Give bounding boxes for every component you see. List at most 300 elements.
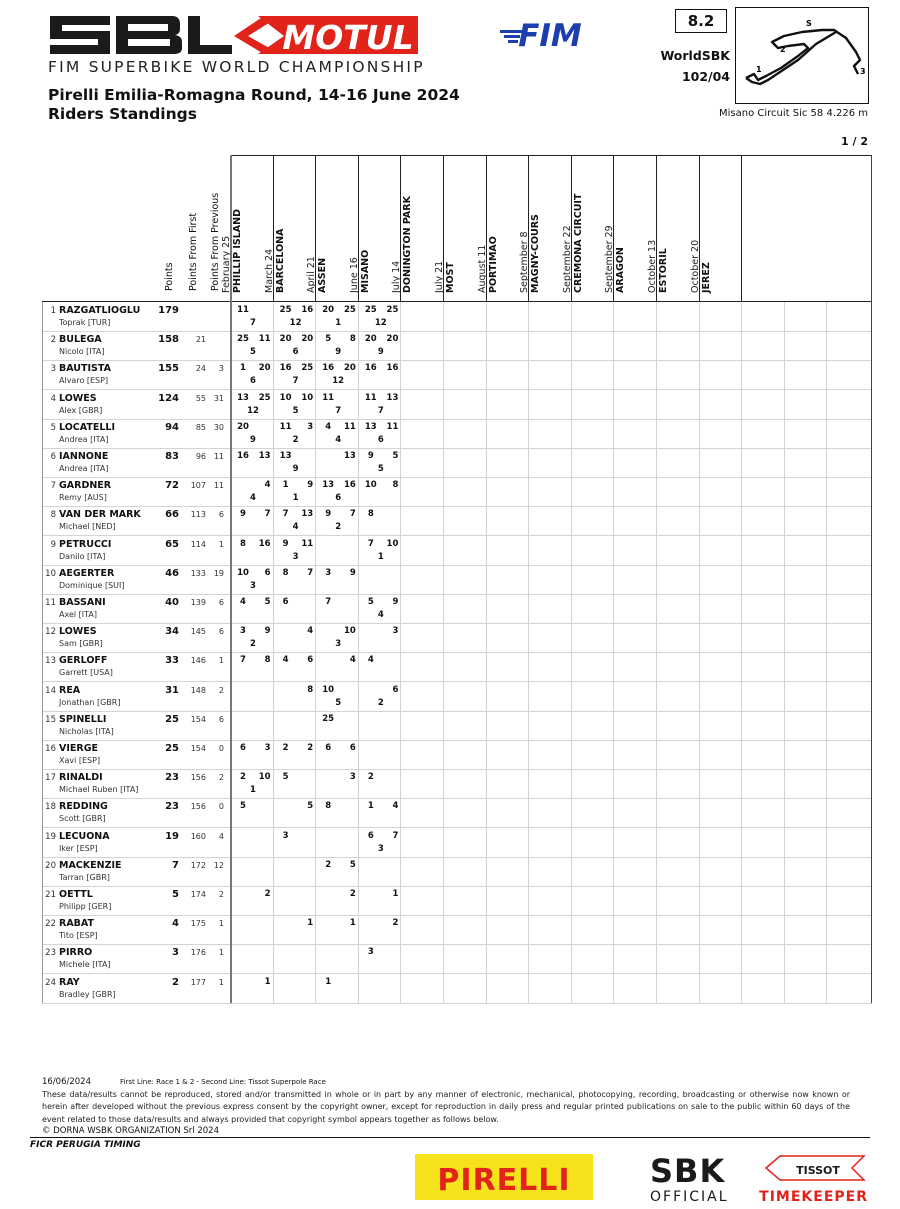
round-result-cell [443, 857, 487, 886]
race1-points: 8 [240, 538, 246, 549]
round-result-cell [315, 740, 359, 769]
round-result-cell [656, 798, 700, 827]
rider-points: 66 [165, 509, 179, 521]
race1-points: 2 [367, 772, 374, 783]
race1-points: 11 [322, 392, 335, 403]
rider-position: 4 [50, 393, 56, 404]
empty-cell [826, 331, 870, 360]
round-result-cell [230, 506, 274, 535]
round-result-cell [699, 857, 743, 886]
points-from-first: 175 [190, 919, 206, 929]
round-result-cell [443, 886, 487, 915]
tissot-wordmark: TISSOT [796, 1164, 840, 1177]
points-from-first: 177 [190, 977, 206, 987]
empty-cell [826, 974, 870, 1003]
round-result-cell [528, 419, 572, 448]
round-result-cell [656, 711, 700, 740]
round-result-cell [528, 944, 572, 973]
round-result-cell [613, 711, 657, 740]
rider-surname: LECUONA [59, 830, 110, 842]
empty-cell [741, 390, 785, 419]
round-name: PHILLIP ISLAND [232, 209, 243, 293]
rider-points: 5 [172, 889, 179, 900]
superpole-points: 3 [377, 843, 384, 854]
round-result-cell [528, 886, 572, 915]
rider-surname: VIERGE [59, 743, 98, 754]
empty-cell [784, 798, 828, 827]
rider-name-nation: Tarran [GBR] [59, 872, 110, 882]
svg-text:MOTUL: MOTUL [282, 18, 414, 57]
round-result-cell [443, 623, 487, 652]
round-result-cell [486, 740, 530, 769]
rider-surname: OETTL [59, 889, 93, 900]
round-result-cell [230, 682, 274, 711]
rider-position: 11 [45, 598, 56, 608]
round-result-cell [571, 798, 615, 827]
empty-cell [784, 331, 828, 360]
round-date: July 21 [434, 260, 445, 293]
round-name: ESTORIL [658, 248, 669, 293]
rider-surname: REDDING [59, 801, 108, 813]
round-result-cell [273, 828, 317, 857]
round-result-cell [528, 390, 572, 419]
empty-cell [741, 974, 785, 1003]
race1-points: 3 [325, 567, 332, 578]
round-result-cell [571, 477, 615, 506]
round-result-cell [571, 828, 615, 857]
round-result-cell [699, 798, 743, 827]
round-result-cell [613, 506, 657, 535]
empty-cell [826, 828, 870, 857]
round-result-cell [528, 536, 572, 565]
race1-points: 16 [279, 363, 292, 374]
round-result-cell [656, 302, 700, 331]
round-result-cell [528, 594, 572, 623]
round-result-cell [400, 390, 444, 419]
empty-cell [741, 536, 785, 565]
rider-points: 40 [165, 597, 179, 608]
round-result-cell [699, 711, 743, 740]
rider-name-nation: Toprak [TUR] [59, 318, 111, 327]
rider-points: 19 [165, 830, 179, 842]
round-result-cell [315, 594, 359, 623]
circuit-outline [746, 30, 860, 84]
round-result-cell [613, 915, 657, 944]
round-header-label [562, 194, 584, 293]
round-result-cell [315, 857, 359, 886]
round-result-cell [571, 390, 615, 419]
race2-points: 8 [392, 480, 399, 491]
rider-position: 5 [50, 422, 56, 433]
race2-points: 4 [307, 626, 314, 637]
empty-cell [826, 769, 870, 798]
rider-surname: BASSANI [59, 597, 106, 608]
round-date: August 11 [476, 244, 488, 293]
race1-points: 20 [364, 334, 377, 345]
race1-points: 11 [364, 392, 377, 403]
round-result-cell [443, 419, 487, 448]
round-result-cell [443, 798, 487, 827]
round-result-cell [613, 360, 657, 389]
empty-cell [784, 740, 828, 769]
round-result-cell [699, 419, 743, 448]
rider-position: 9 [50, 539, 56, 550]
rider-surname: RABAT [59, 918, 95, 930]
round-header-label [647, 240, 669, 293]
round-result-cell [656, 682, 700, 711]
round-name: BARCELONA [274, 228, 286, 293]
superpole-points: 12 [332, 376, 345, 387]
round-result-cell [528, 974, 572, 1003]
points-from-first: 145 [190, 627, 206, 637]
rider-points: 25 [165, 713, 179, 725]
round-name: ASSEN [317, 257, 329, 293]
round-result-cell [699, 915, 743, 944]
empty-cell [826, 360, 870, 389]
table-row [42, 565, 872, 595]
rider-points: 34 [165, 626, 179, 638]
round-result-cell [358, 886, 402, 915]
round-result-cell [358, 302, 402, 331]
round-result-cell [571, 331, 615, 360]
points-from-previous: 6 [218, 510, 224, 520]
col-header-from-previous-label: Points From Previous [210, 192, 221, 291]
round-result-cell [400, 886, 444, 915]
round-result-cell [443, 360, 487, 389]
race1-points: 1 [325, 976, 332, 987]
round-header-label [306, 256, 328, 293]
round-result-cell [315, 360, 359, 389]
round-result-cell [571, 360, 615, 389]
round-result-cell [486, 711, 530, 740]
rounds-separator [230, 155, 232, 1003]
round-result-cell [358, 623, 402, 652]
rider-points: 31 [165, 684, 179, 696]
rider-name-nation: Bradley [GBR] [59, 989, 116, 999]
race1-points: 3 [282, 830, 289, 841]
empty-cell [741, 740, 785, 769]
empty-cell [826, 419, 870, 448]
round-result-cell [358, 740, 402, 769]
empty-cell [741, 886, 785, 915]
rider-position: 1 [50, 306, 56, 316]
round-result-cell [571, 769, 615, 798]
round-result-cell [613, 886, 657, 915]
table-row [42, 302, 872, 332]
round-date: March 24 [263, 248, 275, 293]
round-result-cell [273, 682, 317, 711]
rider-points: 72 [165, 480, 179, 492]
round-result-cell [699, 594, 743, 623]
sbk-tissot-timekeeper-logo [648, 1152, 870, 1204]
round-result-cell [358, 652, 402, 681]
round-result-cell [486, 419, 530, 448]
rider-name-nation: Scott [GBR] [59, 814, 106, 824]
rider-position: 10 [45, 568, 56, 579]
points-from-previous: 6 [218, 627, 224, 637]
race2-points: 5 [392, 451, 399, 461]
round-result-cell [358, 390, 402, 419]
empty-cell [784, 506, 828, 535]
empty-cell [826, 857, 870, 886]
footer-date: 16/06/2024 [42, 1077, 91, 1087]
race1-points: 10 [364, 480, 377, 491]
round-result-cell [571, 506, 615, 535]
race2-points: 2 [349, 889, 356, 899]
rider-position: 17 [45, 773, 56, 784]
round-result-cell [400, 857, 444, 886]
round-result-cell [400, 828, 444, 857]
race2-points: 5 [307, 801, 314, 812]
rider-name-nation: Nicholas [ITA] [59, 726, 114, 736]
empty-cell [741, 798, 785, 827]
race1-points: 9 [282, 538, 289, 549]
points-from-first: 85 [195, 422, 206, 432]
race2-points: 9 [264, 626, 271, 637]
empty-cell [784, 944, 828, 973]
race2-points: 25 [258, 392, 271, 403]
superpole-points: 6 [335, 493, 342, 504]
round-result-cell [230, 944, 274, 973]
superpole-points: 12 [374, 318, 387, 328]
table-row [42, 682, 872, 712]
round-result-cell [315, 302, 359, 331]
round-result-cell [230, 828, 274, 857]
round-result-cell [400, 740, 444, 769]
rider-position: 19 [45, 831, 56, 842]
round-result-cell [315, 477, 359, 506]
round-result-cell [699, 565, 743, 594]
empty-cell [784, 594, 828, 623]
round-date: June 16 [348, 257, 360, 293]
round-result-cell [486, 331, 530, 360]
round-result-cell [273, 769, 317, 798]
round-result-cell [699, 448, 743, 477]
race2-points: 3 [392, 626, 399, 637]
round-header-label [264, 229, 286, 293]
rider-surname: VAN DER MARK [59, 509, 141, 521]
superpole-points: 12 [247, 405, 259, 416]
table-row [42, 623, 872, 653]
footer-copyright: © DORNA WSBK ORGANIZATION Srl 2024 [42, 1126, 220, 1136]
empty-cell [826, 682, 870, 711]
points-from-previous: 1 [218, 656, 224, 666]
race1-points: 5 [325, 334, 332, 345]
rider-surname: LOWES [59, 626, 97, 638]
points-from-previous: 3 [218, 364, 224, 374]
points-from-first: 146 [190, 656, 206, 666]
sbk-wordmark: SBK [650, 1152, 726, 1190]
footer-rule [30, 1137, 870, 1138]
round-result-cell [571, 565, 615, 594]
round-result-cell [443, 477, 487, 506]
round-result-cell [443, 740, 487, 769]
superpole-points: 6 [250, 376, 256, 387]
event-title: Pirelli Emilia-Romagna Round, 14-16 June 2024 [48, 86, 460, 104]
round-result-cell [315, 506, 359, 535]
race1-points: 20 [322, 305, 335, 315]
table-row [42, 506, 872, 536]
round-result-cell [656, 886, 700, 915]
race1-points: 9 [367, 451, 374, 461]
table-row [42, 711, 872, 741]
round-result-cell [358, 565, 402, 594]
page-number: 1 / 2 [841, 135, 868, 148]
round-result-cell [699, 477, 743, 506]
round-result-cell [358, 448, 402, 477]
track-marker-1: 1 [756, 65, 762, 74]
col-header-points [160, 155, 182, 301]
round-result-cell [315, 711, 359, 740]
round-result-cell [400, 711, 444, 740]
round-result-cell [528, 477, 572, 506]
table-row [42, 390, 872, 420]
col-header-from-first-label: Points From First [188, 212, 199, 291]
race1-points: 7 [325, 597, 332, 607]
round-result-cell [656, 769, 700, 798]
points-from-previous: 2 [218, 890, 224, 899]
points-from-first: 154 [190, 714, 206, 724]
round-result-cell [486, 682, 530, 711]
points-from-first: 172 [190, 860, 206, 870]
empty-cell [826, 390, 870, 419]
round-result-cell [273, 419, 317, 448]
table-row [42, 857, 872, 887]
timekeeper-label: TIMEKEEPER [759, 1189, 868, 1204]
rider-position: 3 [50, 364, 56, 375]
sbk-motul-logo [48, 12, 418, 58]
points-from-first: 139 [190, 598, 206, 607]
race1-points: 10 [237, 567, 249, 578]
race1-points: 20 [237, 421, 249, 432]
round-result-cell [486, 448, 530, 477]
points-from-previous: 0 [218, 744, 224, 753]
round-result-cell [528, 798, 572, 827]
round-result-cell [656, 857, 700, 886]
race1-points: 4 [240, 597, 246, 607]
superpole-points: 6 [377, 434, 384, 445]
round-result-cell [613, 477, 657, 506]
table-row [42, 594, 872, 624]
rider-points: 155 [158, 363, 179, 375]
round-result-cell [613, 944, 657, 973]
rider-name-nation: Remy [AUS] [59, 493, 107, 503]
table-row [42, 886, 872, 916]
empty-cell [741, 331, 785, 360]
round-result-cell [273, 448, 317, 477]
superpole-points: 2 [292, 434, 299, 445]
superpole-points: 3 [335, 639, 342, 650]
race1-points: 6 [367, 830, 374, 841]
round-result-cell [613, 623, 657, 652]
rider-position: 16 [45, 744, 56, 754]
rider-points: 2 [172, 976, 179, 988]
race1-points: 1 [367, 801, 374, 812]
round-result-cell [571, 536, 615, 565]
round-result-cell [443, 974, 487, 1003]
points-from-previous: 6 [218, 598, 224, 607]
round-result-cell [273, 536, 317, 565]
points-from-previous: 1 [218, 919, 224, 929]
round-header-label [349, 250, 371, 293]
round-result-cell [400, 331, 444, 360]
empty-cell [826, 652, 870, 681]
pirelli-wordmark: PIRELLI [437, 1163, 571, 1198]
round-result-cell [613, 974, 657, 1003]
points-from-previous: 1 [218, 977, 224, 987]
round-result-cell [273, 857, 317, 886]
round-result-cell [571, 419, 615, 448]
rider-points: 65 [165, 538, 179, 550]
race2-points: 10 [386, 538, 399, 549]
round-result-cell [699, 682, 743, 711]
round-result-cell [400, 536, 444, 565]
pirelli-logo [415, 1154, 593, 1200]
round-result-cell [699, 828, 743, 857]
race2-points: 25 [343, 305, 356, 315]
race2-points: 2 [392, 918, 399, 929]
round-result-cell [230, 857, 274, 886]
superpole-points: 6 [292, 347, 299, 358]
empty-cell [826, 594, 870, 623]
round-result-cell [443, 828, 487, 857]
superpole-points: 5 [335, 697, 342, 708]
race1-points: 13 [322, 480, 335, 491]
race1-points: 13 [364, 421, 377, 432]
rider-points: 46 [165, 567, 179, 579]
race1-points: 8 [367, 509, 374, 520]
round-result-cell [230, 652, 274, 681]
rider-points: 83 [165, 451, 179, 462]
col-header-from-first [184, 155, 206, 301]
race2-points: 8 [349, 334, 356, 345]
round-result-cell [699, 974, 743, 1003]
table-row [42, 944, 872, 974]
race1-points: 6 [282, 597, 289, 607]
round-result-cell [400, 419, 444, 448]
rider-points: 23 [165, 772, 179, 784]
round-result-cell [230, 974, 274, 1003]
rider-position: 20 [45, 860, 56, 871]
empty-cell [826, 944, 870, 973]
rider-name-nation: Sam [GBR] [59, 639, 103, 649]
race2-points: 1 [349, 918, 356, 929]
rider-points: 94 [165, 421, 179, 433]
round-result-cell [315, 886, 359, 915]
round-result-cell [400, 448, 444, 477]
round-result-cell [528, 448, 572, 477]
round-result-cell [571, 915, 615, 944]
empty-cell [784, 536, 828, 565]
round-result-cell [571, 886, 615, 915]
points-from-previous: 6 [218, 714, 224, 724]
race1-points: 13 [237, 392, 249, 403]
fim-logo [500, 16, 582, 50]
round-result-cell [443, 769, 487, 798]
race1-points: 25 [237, 334, 249, 345]
race2-points: 3 [264, 743, 271, 753]
round-result-cell [315, 915, 359, 944]
rider-position: 15 [45, 714, 56, 725]
round-result-cell [230, 419, 274, 448]
round-result-cell [400, 623, 444, 652]
superpole-points: 7 [250, 318, 256, 328]
round-result-cell [571, 974, 615, 1003]
round-result-cell [656, 594, 700, 623]
race1-points: 4 [325, 421, 332, 432]
points-from-previous: 0 [218, 802, 224, 812]
round-result-cell [613, 565, 657, 594]
